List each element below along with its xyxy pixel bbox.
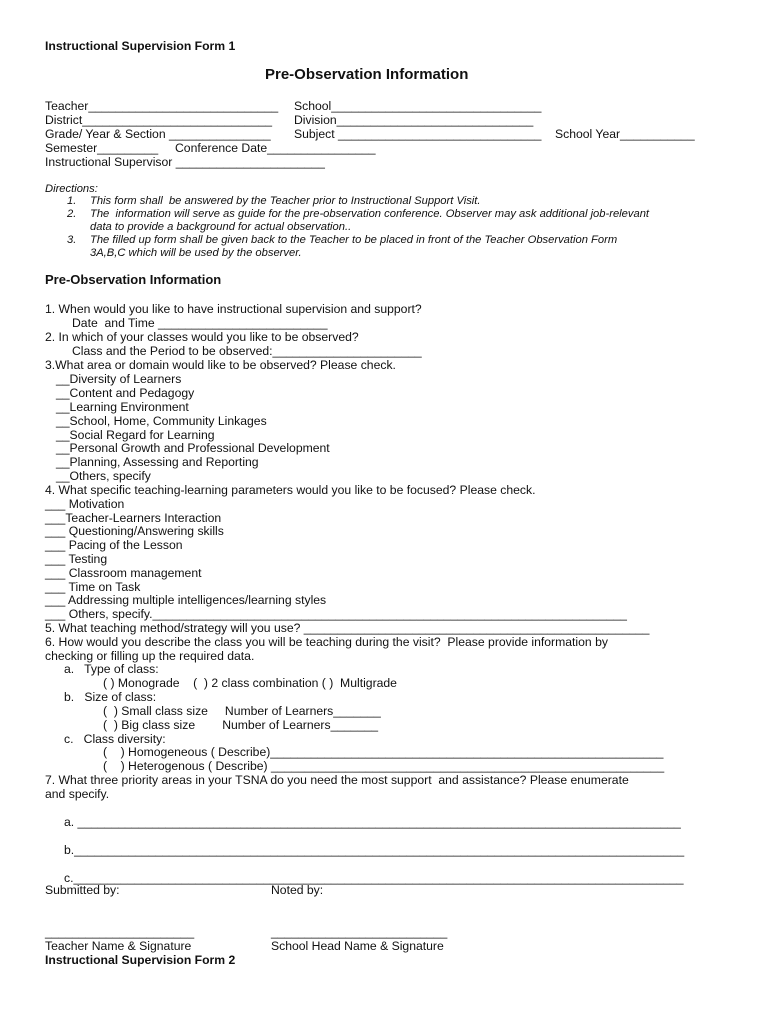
conference-date-field: Conference Date________________: [175, 141, 376, 155]
teacher-signature-line: ______________________: [45, 925, 195, 939]
q4-option: ___ Testing: [45, 552, 108, 566]
q7-line-c: c.__________________________________________________________________________________________: [64, 871, 684, 885]
page-title: Pre-Observation Information: [265, 66, 469, 83]
head-signature-label: School Head Name & Signature: [271, 939, 444, 953]
q3-option: __Planning, Assessing and Reporting: [56, 455, 259, 469]
q4-option: ___Teacher-Learners Interaction: [45, 511, 222, 525]
direction-num: 3.: [67, 234, 77, 246]
q3-option: __Content and Pedagogy: [56, 386, 195, 400]
q6b-big: ( ) Big class size Number of Learners_______: [103, 718, 379, 732]
q3-option: __School, Home, Community Linkages: [56, 414, 267, 428]
q6a-options: ( ) Monograde ( ) 2 class combination ( ) Multigrade: [103, 676, 397, 690]
footer-form-label: Instructional Supervision Form 2: [45, 953, 236, 967]
q4-option-others: ___ Others, specify.______________________________________________________________________: [45, 607, 627, 621]
q6a-label: a. Type of class:: [64, 662, 159, 676]
direction-text-cont: data to provide a background for actual observation..: [90, 221, 352, 233]
semester-field: Semester_________: [45, 141, 159, 155]
question-5: 5. What teaching method/strategy will you use? ___________________________________________________: [45, 621, 650, 635]
noted-by-label: Noted by:: [271, 883, 324, 897]
q3-option: __Others, specify: [56, 469, 151, 483]
school-field: School_______________________________: [294, 99, 542, 113]
school-year-field: School Year___________: [555, 127, 695, 141]
q4-option: ___ Questioning/Answering skills: [45, 524, 224, 538]
q1-answer-line: Date and Time _________________________: [72, 316, 328, 330]
q2-answer-line: Class and the Period to be observed:______________________: [72, 344, 422, 358]
q6b-label: b. Size of class:: [64, 690, 157, 704]
section-heading: Pre-Observation Information: [45, 272, 222, 287]
q6c-heterogenous: ( ) Heterogenous ( Describe) __________________________________________________________: [103, 759, 665, 773]
direction-text: The information will serve as guide for the pre-observation conference. Observer may ask additional job-relevant: [90, 208, 650, 220]
q3-option: __Social Regard for Learning: [56, 428, 215, 442]
head-signature-line: __________________________: [271, 925, 448, 939]
direction-text: The filled up form shall be given back to the Teacher to be placed in front of the Teacher Observation Form: [90, 234, 618, 246]
grade-field: Grade/ Year & Section _______________: [45, 127, 271, 141]
district-field: District____________________________: [45, 113, 273, 127]
question-4: 4. What specific teaching-learning parameters would you like to be focused? Please check.: [45, 483, 536, 497]
direction-num: 2.: [67, 208, 77, 220]
question-6-cont: checking or filling up the required data.: [45, 649, 255, 663]
division-field: Division_____________________________: [294, 113, 534, 127]
subject-field: Subject ______________________________: [294, 127, 542, 141]
q4-option: ___ Classroom management: [45, 566, 202, 580]
q4-option: ___ Time on Task: [45, 580, 141, 594]
teacher-signature-label: Teacher Name & Signature: [45, 939, 192, 953]
direction-text: This form shall be answered by the Teacher prior to Instructional Support Visit.: [90, 195, 481, 207]
question-2: 2. In which of your classes would you like to be observed?: [45, 330, 359, 344]
q6b-small: ( ) Small class size Number of Learners_______: [103, 704, 381, 718]
q3-option: __Learning Environment: [56, 400, 189, 414]
question-3: 3.What area or domain would like to be observed? Please check.: [45, 358, 396, 372]
teacher-field: Teacher____________________________: [45, 99, 279, 113]
form-header: Instructional Supervision Form 1: [45, 39, 236, 53]
submitted-by-label: Submitted by:: [45, 883, 120, 897]
q4-option: ___ Addressing multiple intelligences/learning styles: [45, 593, 327, 607]
q3-option: __Personal Growth and Professional Development: [56, 441, 330, 455]
q6c-homogeneous: ( ) Homogeneous ( Describe)__________________________________________________________: [103, 745, 664, 759]
question-6: 6. How would you describe the class you will be teaching during the visit? Please provide information by: [45, 635, 608, 649]
direction-text-cont: 3A,B,C which will be used by the observer.: [90, 247, 302, 259]
question-7: 7. What three priority areas in your TSNA do you need the most support and assistance? Please enumerate: [45, 773, 629, 787]
question-1: 1. When would you like to have instructional supervision and support?: [45, 302, 422, 316]
directions-heading: Directions:: [45, 183, 98, 195]
q6c-label: c. Class diversity:: [64, 732, 166, 746]
q7-line-a: a. _________________________________________________________________________________________: [64, 815, 681, 829]
q4-option: ___ Pacing of the Lesson: [45, 538, 183, 552]
supervisor-field: Instructional Supervisor ______________________: [45, 155, 325, 169]
q3-option: __Diversity of Learners: [56, 372, 182, 386]
question-7-cont: and specify.: [45, 787, 110, 801]
direction-num: 1.: [67, 195, 77, 207]
q7-line-b: b.__________________________________________________________________________________________: [64, 843, 685, 857]
q4-option: ___ Motivation: [45, 497, 125, 511]
